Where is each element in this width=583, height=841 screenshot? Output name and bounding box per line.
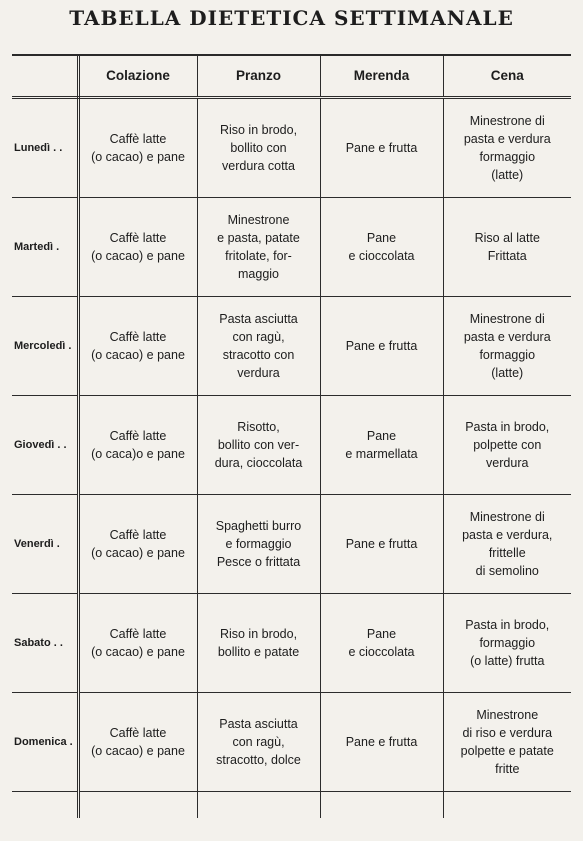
cena-cell: [443, 594, 571, 693]
colazione-cell: [78, 98, 197, 198]
merenda-line: Pane e frutta: [345, 537, 418, 551]
pranzo-cell: [197, 495, 320, 594]
table-row: [12, 297, 571, 396]
empty-cell: [443, 792, 571, 819]
day-cell: [12, 198, 78, 297]
day-name: Venerdì .: [14, 538, 60, 550]
day-cell: [12, 297, 78, 396]
colazione-line: Caffè latte: [109, 330, 167, 344]
cena-line: Pasta in brodo,: [465, 618, 550, 632]
day-name: Domenica .: [14, 736, 73, 748]
day-name: Sabato . .: [14, 637, 63, 649]
colazione-cell: [78, 396, 197, 495]
pranzo-cell: [197, 693, 320, 792]
merenda-cell: [320, 594, 443, 693]
page-title: TABELLA DIETETICA SETTIMANALE: [69, 6, 514, 30]
cena-line: Minestrone di: [469, 114, 545, 128]
pranzo-line: e pasta, patate: [217, 231, 300, 245]
merenda-line: Pane e frutta: [345, 339, 418, 353]
colazione-line: (o cacao) e pane: [91, 249, 185, 263]
pranzo-line: con ragù,: [232, 735, 285, 749]
cena-line: di riso e verdura: [462, 726, 553, 740]
merenda-line: e cioccolata: [348, 249, 415, 263]
colazione-line: (o cacao) e pane: [91, 744, 185, 758]
pranzo-line: stracotto, dolce: [216, 753, 301, 767]
merenda-cell: [320, 396, 443, 495]
cena-line: Minestrone di: [469, 312, 545, 326]
table-row: [12, 98, 571, 198]
merenda-cell: [320, 98, 443, 198]
empty-cell: [12, 792, 78, 819]
cena-line: pasta e verdura: [463, 132, 551, 146]
cena-line: formaggio: [479, 348, 536, 362]
day-cell: [12, 495, 78, 594]
colazione-cell: [78, 297, 197, 396]
empty-cell: [197, 792, 320, 819]
pranzo-line: bollito con ver-: [217, 438, 300, 452]
header-colazione: Colazione: [78, 56, 197, 98]
colazione-line: (o cacao) e pane: [91, 348, 185, 362]
cena-line: polpette con: [473, 438, 542, 452]
cena-cell: [443, 693, 571, 792]
pranzo-line: con ragù,: [232, 330, 285, 344]
table-row: [12, 198, 571, 297]
table-row: [12, 594, 571, 693]
pranzo-cell: [197, 594, 320, 693]
day-cell: [12, 594, 78, 693]
pranzo-cell: [197, 297, 320, 396]
pranzo-line: dura, cioccolata: [214, 456, 303, 470]
table-row: [12, 495, 571, 594]
day-cell: [12, 396, 78, 495]
cena-line: formaggio: [479, 150, 536, 164]
pranzo-line: Pesce o frittata: [216, 555, 301, 569]
merenda-line: Pane: [366, 627, 397, 641]
pranzo-line: bollito con: [230, 141, 287, 155]
cena-line: pasta e verdura,: [462, 528, 553, 542]
merenda-line: Pane e frutta: [345, 141, 418, 155]
day-name: Giovedì . .: [14, 439, 67, 451]
merenda-cell: [320, 693, 443, 792]
table-row: [12, 396, 571, 495]
table-row: [12, 693, 571, 792]
merenda-line: Pane e frutta: [345, 735, 418, 749]
cena-cell: [443, 495, 571, 594]
colazione-line: (o cacao) e pane: [91, 645, 185, 659]
pranzo-line: Spaghetti burro: [215, 519, 302, 533]
cena-cell: [443, 98, 571, 198]
pranzo-line: Minestrone: [227, 213, 290, 227]
cena-line: Minestrone di: [469, 510, 545, 524]
colazione-line: (o cacao) e pane: [91, 150, 185, 164]
pranzo-line: verdura cotta: [222, 159, 295, 173]
colazione-line: Caffè latte: [109, 726, 167, 740]
cena-line: (o latte) frutta: [470, 654, 545, 668]
colazione-line: (o cacao) e pane: [91, 546, 185, 560]
day-name: Lunedì . .: [14, 142, 63, 154]
empty-cell: [78, 792, 197, 819]
pranzo-line: Pasta asciutta: [219, 312, 298, 326]
cena-line: Riso al latte: [474, 231, 540, 245]
cena-cell: [443, 396, 571, 495]
cena-line: formaggio: [479, 636, 536, 650]
cena-line: Pasta in brodo,: [465, 420, 550, 434]
colazione-line: Caffè latte: [109, 132, 167, 146]
day-cell: [12, 98, 78, 198]
pranzo-cell: [197, 396, 320, 495]
cena-line: frittelle: [488, 546, 526, 560]
cena-line: (latte): [491, 366, 524, 380]
pranzo-line: verdura: [237, 366, 280, 380]
cena-cell: [443, 198, 571, 297]
colazione-line: (o caca)o e pane: [91, 447, 185, 461]
header-row: [12, 56, 571, 98]
colazione-line: Caffè latte: [109, 528, 167, 542]
header-day: [12, 56, 78, 98]
colazione-cell: [78, 693, 197, 792]
merenda-line: Pane: [366, 231, 397, 245]
cena-cell: [443, 297, 571, 396]
merenda-cell: [320, 297, 443, 396]
header-cena: Cena: [443, 56, 571, 98]
pranzo-cell: [197, 198, 320, 297]
colazione-cell: [78, 198, 197, 297]
merenda-line: Pane: [366, 429, 397, 443]
pranzo-line: e formaggio: [225, 537, 292, 551]
day-name: Mercoledì .: [14, 340, 72, 352]
merenda-line: e cioccolata: [348, 645, 415, 659]
empty-cell: [320, 792, 443, 819]
colazione-line: Caffè latte: [109, 429, 167, 443]
pranzo-line: fritolate, for-: [225, 249, 292, 263]
pranzo-cell: [197, 98, 320, 198]
header-merenda: Merenda: [320, 56, 443, 98]
colazione-line: Caffè latte: [109, 231, 167, 245]
day-name: Martedì .: [14, 241, 60, 253]
colazione-line: Caffè latte: [109, 627, 167, 641]
merenda-line: e marmellata: [345, 447, 418, 461]
merenda-cell: [320, 198, 443, 297]
cena-line: (latte): [491, 168, 524, 182]
cena-line: Frittata: [487, 249, 527, 263]
pranzo-line: Riso in brodo,: [219, 123, 298, 137]
pranzo-line: maggio: [238, 267, 279, 281]
colazione-cell: [78, 594, 197, 693]
pranzo-line: Pasta asciutta: [219, 717, 298, 731]
merenda-cell: [320, 495, 443, 594]
cena-line: Minestrone: [476, 708, 539, 722]
cena-line: di semolino: [475, 564, 539, 578]
pranzo-line: Riso in brodo,: [219, 627, 298, 641]
cena-line: pasta e verdura: [463, 330, 551, 344]
cena-line: polpette e patate: [460, 744, 554, 758]
colazione-cell: [78, 495, 197, 594]
pranzo-line: bollito e patate: [217, 645, 300, 659]
cena-line: fritte: [495, 762, 520, 776]
pranzo-line: Risotto,: [237, 420, 280, 434]
diet-table: [12, 56, 571, 818]
table-body: [12, 98, 571, 819]
day-cell: [12, 693, 78, 792]
empty-row: [12, 792, 571, 819]
pranzo-line: stracotto con: [222, 348, 295, 362]
header-pranzo: Pranzo: [197, 56, 320, 98]
cena-line: verdura: [486, 456, 529, 470]
